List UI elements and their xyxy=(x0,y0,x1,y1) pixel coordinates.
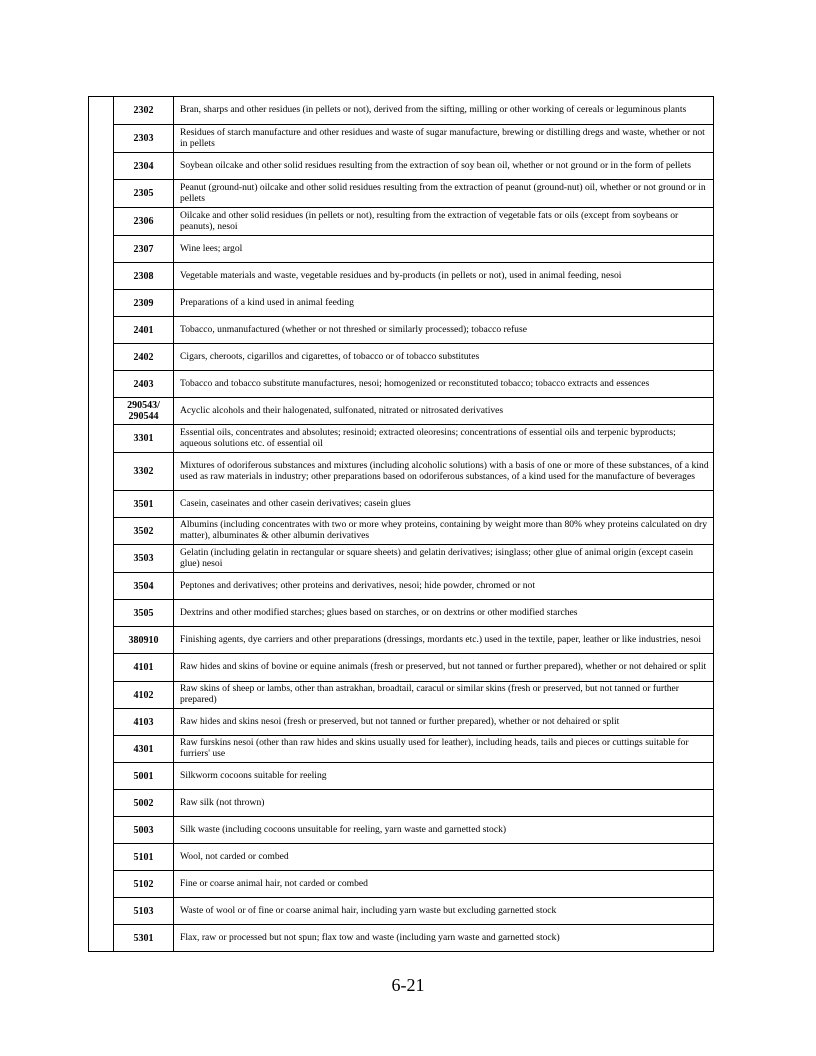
hs-code: 2307 xyxy=(114,236,174,263)
hs-code: 4103 xyxy=(114,709,174,736)
table-row xyxy=(89,208,714,236)
table-row xyxy=(89,925,714,952)
commodity-description: Oilcake and other solid residues (in pellets or not), resulting from the extraction of vegetable fats or oils (except from soybeans or peanuts), nesoi xyxy=(174,208,714,236)
commodity-description: Raw hides and skins nesoi (fresh or preserved, but not tanned or further prepared), whether or not dehaired or split xyxy=(174,709,714,736)
commodity-description: Residues of starch manufacture and other residues and waste of sugar manufacture, brewing or distilling dregs and waste, whether or not in pellets xyxy=(174,125,714,153)
commodity-description: Wool, not carded or combed xyxy=(174,844,714,871)
hs-code: 2403 xyxy=(114,371,174,398)
commodity-description: Waste of wool or of fine or coarse animal hair, including yarn waste but excluding garnetted stock xyxy=(174,898,714,925)
commodity-description: Dextrins and other modified starches; glues based on starches, or on dextrins or other modified starches xyxy=(174,600,714,627)
table-row xyxy=(89,709,714,736)
commodity-description: Raw hides and skins of bovine or equine animals (fresh or preserved, but not tanned or further prepared), whether or not dehaired or split xyxy=(174,654,714,682)
table-row xyxy=(89,790,714,817)
hs-code: 290543/ 290544 xyxy=(114,398,174,425)
table-row xyxy=(89,627,714,654)
hs-code: 5102 xyxy=(114,871,174,898)
hs-code: 2402 xyxy=(114,344,174,371)
table-row xyxy=(89,97,714,125)
hs-code: 2302 xyxy=(114,97,174,125)
hs-code: 3301 xyxy=(114,425,174,453)
hs-code: 5001 xyxy=(114,763,174,790)
hs-code: 3503 xyxy=(114,545,174,573)
commodity-description: Cigars, cheroots, cigarillos and cigarettes, of tobacco or of tobacco substitutes xyxy=(174,344,714,371)
commodity-description: Gelatin (including gelatin in rectangular or square sheets) and gelatin derivatives; isinglass; other glue of animal origin (except casein glue) nesoi xyxy=(174,545,714,573)
commodity-description: Finishing agents, dye carriers and other preparations (dressings, mordants etc.) used in the textile, paper, leather or like industries, nesoi xyxy=(174,627,714,654)
commodity-description: Peanut (ground-nut) oilcake and other solid residues resulting from the extraction of peanut (ground-nut) oil, whether or not ground or in pellets xyxy=(174,180,714,208)
table-row xyxy=(89,898,714,925)
commodity-description: Acyclic alcohols and their halogenated, sulfonated, nitrated or nitrosated derivatives xyxy=(174,398,714,425)
table-row xyxy=(89,317,714,344)
commodity-description: Flax, raw or processed but not spun; flax tow and waste (including yarn waste and garnetted stock) xyxy=(174,925,714,952)
commodity-description: Fine or coarse animal hair, not carded or combed xyxy=(174,871,714,898)
table-row xyxy=(89,871,714,898)
table-row xyxy=(89,180,714,208)
table-row xyxy=(89,236,714,263)
hs-code: 3502 xyxy=(114,518,174,545)
commodity-table-body xyxy=(89,97,714,952)
hs-code: 3302 xyxy=(114,453,174,491)
hs-code: 2303 xyxy=(114,125,174,153)
hs-code: 4102 xyxy=(114,682,174,709)
page-number: 6-21 xyxy=(391,975,425,995)
hs-code: 5103 xyxy=(114,898,174,925)
hs-code: 5002 xyxy=(114,790,174,817)
hs-code: 2305 xyxy=(114,180,174,208)
hs-code: 5301 xyxy=(114,925,174,952)
commodity-description: Peptones and derivatives; other proteins and derivatives, nesoi; hide powder, chromed or not xyxy=(174,573,714,600)
table-row xyxy=(89,518,714,545)
commodity-description: Tobacco and tobacco substitute manufactures, nesoi; homogenized or reconstituted tobacco; tobacco extracts and essences xyxy=(174,371,714,398)
hs-code: 5003 xyxy=(114,817,174,844)
commodity-description: Albumins (including concentrates with two or more whey proteins, containing by weight more than 80% whey proteins calculated on dry matter), albuminates & other albumin derivatives xyxy=(174,518,714,545)
table-row xyxy=(89,344,714,371)
table-row xyxy=(89,573,714,600)
table-row xyxy=(89,371,714,398)
commodity-description: Raw skins of sheep or lambs, other than astrakhan, broadtail, caracul or similar skins (fresh or preserved, but not tanned or further prepared) xyxy=(174,682,714,709)
commodity-description: Mixtures of odoriferous substances and mixtures (including alcoholic solutions) with a basis of one or more of these substances, of a kind used as raw materials in industry; other preparations based on odoriferous substances, of a kind used for the manufacture of beverages xyxy=(174,453,714,491)
table-row xyxy=(89,290,714,317)
hs-code: 3501 xyxy=(114,491,174,518)
table-row xyxy=(89,654,714,682)
table-row xyxy=(89,763,714,790)
hs-code: 2308 xyxy=(114,263,174,290)
table-row xyxy=(89,453,714,491)
commodity-description: Casein, caseinates and other casein derivatives; casein glues xyxy=(174,491,714,518)
table-row xyxy=(89,736,714,763)
hs-code: 380910 xyxy=(114,627,174,654)
commodity-table xyxy=(88,96,714,952)
table-row xyxy=(89,600,714,627)
commodity-description: Tobacco, unmanufactured (whether or not threshed or similarly processed); tobacco refuse xyxy=(174,317,714,344)
hs-code: 5101 xyxy=(114,844,174,871)
commodity-description: Silkworm cocoons suitable for reeling xyxy=(174,763,714,790)
table-row xyxy=(89,153,714,180)
blank-column xyxy=(89,97,114,952)
hs-code: 2309 xyxy=(114,290,174,317)
commodity-description: Raw silk (not thrown) xyxy=(174,790,714,817)
table-row xyxy=(89,125,714,153)
commodity-description: Soybean oilcake and other solid residues resulting from the extraction of soy bean oil, whether or not ground or in the form of pellets xyxy=(174,153,714,180)
hs-code: 4101 xyxy=(114,654,174,682)
commodity-description: Raw furskins nesoi (other than raw hides and skins usually used for leather), including heads, tails and pieces or cuttings suitable for furriers' use xyxy=(174,736,714,763)
commodity-description: Preparations of a kind used in animal feeding xyxy=(174,290,714,317)
hs-code: 2401 xyxy=(114,317,174,344)
hs-code: 2304 xyxy=(114,153,174,180)
hs-code: 2306 xyxy=(114,208,174,236)
commodity-description: Bran, sharps and other residues (in pellets or not), derived from the sifting, milling or other working of cereals or leguminous plants xyxy=(174,97,714,125)
commodity-description: Wine lees; argol xyxy=(174,236,714,263)
hs-code: 4301 xyxy=(114,736,174,763)
commodity-description: Essential oils, concentrates and absolutes; resinoid; extracted oleoresins; concentrations of essential oils and terpenic byproducts; aqueous solutions etc. of essential oil xyxy=(174,425,714,453)
hs-code: 3505 xyxy=(114,600,174,627)
table-row xyxy=(89,491,714,518)
commodity-description: Vegetable materials and waste, vegetable residues and by-products (in pellets or not), used in animal feeding, nesoi xyxy=(174,263,714,290)
table-row xyxy=(89,844,714,871)
table-row xyxy=(89,263,714,290)
table-row xyxy=(89,682,714,709)
table-row xyxy=(89,817,714,844)
table-row xyxy=(89,425,714,453)
table-row xyxy=(89,545,714,573)
table-row xyxy=(89,398,714,425)
commodity-description: Silk waste (including cocoons unsuitable for reeling, yarn waste and garnetted stock) xyxy=(174,817,714,844)
hs-code: 3504 xyxy=(114,573,174,600)
